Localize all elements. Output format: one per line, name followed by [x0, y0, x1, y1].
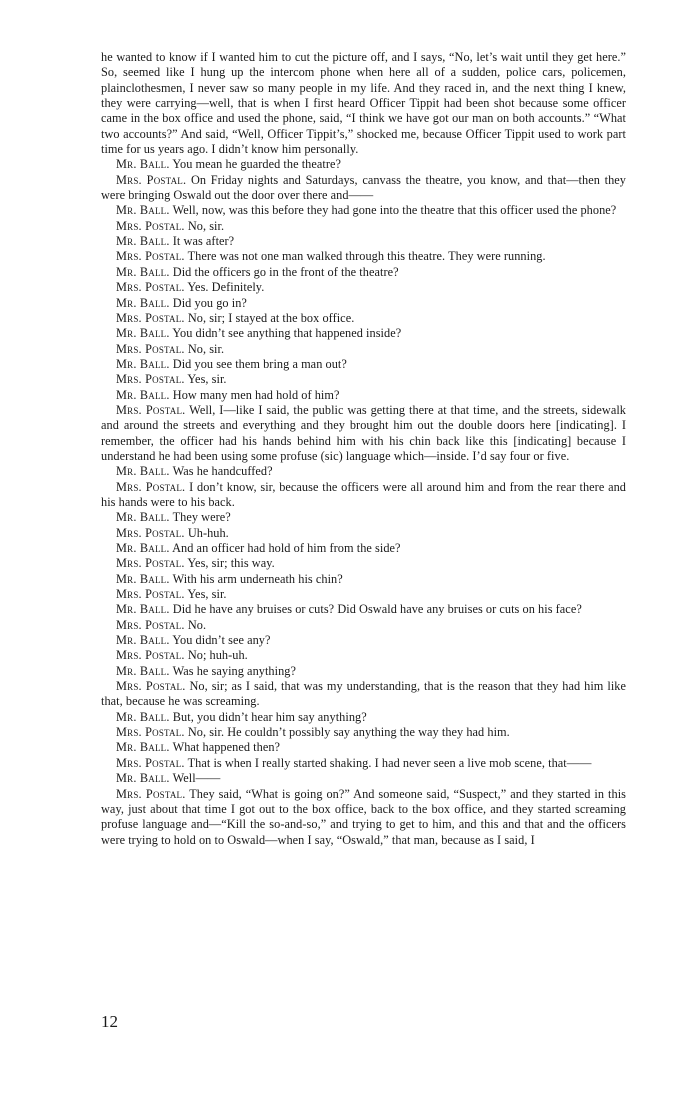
page-number: 12 — [101, 1012, 118, 1031]
speaker-label: Mrs. Postal. — [116, 648, 185, 663]
testimony-paragraph — [101, 740, 626, 755]
speaker-label: Mrs. Postal. — [116, 679, 186, 694]
speaker-label: Mrs. Postal. — [116, 479, 186, 494]
testimony-paragraph — [101, 265, 626, 280]
speaker-statement: What happened then? — [172, 740, 281, 755]
speaker-label: Mrs. Postal. — [116, 556, 185, 571]
testimony-paragraph — [101, 173, 626, 204]
testimony-text — [101, 50, 626, 848]
speaker-label: Mr. Ball. — [116, 203, 170, 218]
testimony-paragraph — [101, 464, 626, 479]
testimony-paragraph — [101, 157, 626, 172]
testimony-paragraph — [101, 587, 626, 602]
speaker-statement: Yes, sir. — [187, 587, 227, 602]
speaker-label: Mrs. Postal. — [116, 249, 185, 264]
speaker-statement: Did you go in? — [172, 295, 247, 310]
testimony-paragraph — [101, 280, 626, 295]
speaker-label: Mr. Ball. — [116, 663, 170, 678]
testimony-paragraph — [101, 756, 626, 771]
testimony-paragraph — [101, 342, 626, 357]
speaker-label: Mr. Ball. — [116, 771, 170, 786]
speaker-statement: Well, I—like I said, the public was getting there at that time, and the streets, sidewalk and around the streets and everything and they brought him out the double doors here [indicating]. I remember, the officer had his hands behind him with his chin back like this [indicating] because I understand he had been using some profuse (sic) language which—inside. I’d say four or five. — [101, 402, 626, 463]
speaker-label: Mrs. Postal. — [116, 341, 185, 356]
speaker-statement: Well, now, was this before they had gone into the theatre that this officer used the phone? — [172, 203, 617, 218]
testimony-paragraph — [101, 526, 626, 541]
speaker-label: Mrs. Postal. — [116, 310, 185, 325]
speaker-statement: Yes, sir; this way. — [187, 556, 275, 571]
speaker-label: Mr. Ball. — [116, 387, 170, 402]
speaker-label: Mr. Ball. — [116, 234, 170, 249]
speaker-label: Mr. Ball. — [116, 709, 170, 724]
speaker-label: Mr. Ball. — [116, 295, 170, 310]
speaker-statement: They were? — [172, 510, 231, 525]
testimony-paragraph — [101, 572, 626, 587]
speaker-label: Mrs. Postal. — [116, 172, 187, 187]
speaker-statement: No, sir. — [187, 218, 225, 233]
speaker-statement: No; huh-uh. — [187, 648, 248, 663]
speaker-label: Mrs. Postal. — [116, 372, 185, 387]
speaker-label: Mrs. Postal. — [116, 617, 185, 632]
testimony-paragraph — [101, 296, 626, 311]
speaker-label: Mr. Ball. — [116, 264, 170, 279]
testimony-paragraph — [101, 357, 626, 372]
testimony-paragraph — [101, 771, 626, 786]
testimony-paragraph — [101, 249, 626, 264]
speaker-label: Mrs. Postal. — [116, 280, 185, 295]
testimony-paragraph — [101, 219, 626, 234]
speaker-statement: How many men had hold of him? — [172, 387, 340, 402]
speaker-statement: Was he saying anything? — [172, 663, 297, 678]
speaker-label: Mr. Ball. — [116, 326, 170, 341]
testimony-paragraph — [101, 203, 626, 218]
speaker-statement: With his arm underneath his chin? — [172, 571, 343, 586]
speaker-label: Mrs. Postal. — [116, 725, 185, 740]
speaker-label: Mrs. Postal. — [116, 218, 185, 233]
testimony-paragraph — [101, 510, 626, 525]
speaker-statement: There was not one man walked through this theatre. They were running. — [187, 249, 546, 264]
testimony-paragraph — [101, 618, 626, 633]
testimony-paragraph — [101, 602, 626, 617]
speaker-label: Mr. Ball. — [116, 541, 170, 555]
speaker-label: Mr. Ball. — [116, 464, 170, 479]
speaker-statement: Did he have any bruises or cuts? Did Oswald have any bruises or cuts on his face? — [172, 602, 582, 617]
testimony-paragraph — [101, 633, 626, 648]
testimony-paragraph — [101, 403, 626, 464]
testimony-paragraph — [101, 311, 626, 326]
speaker-label: Mr. Ball. — [116, 356, 170, 371]
speaker-label: Mrs. Postal. — [116, 587, 185, 602]
testimony-paragraph — [101, 541, 626, 556]
speaker-label: Mrs. Postal. — [116, 755, 185, 770]
testimony-paragraph — [101, 388, 626, 403]
speaker-statement: That is when I really started shaking. I had never seen a live mob scene, that—— — [187, 755, 592, 770]
speaker-statement: Did the officers go in the front of the theatre? — [172, 264, 399, 279]
testimony-paragraph — [101, 372, 626, 387]
testimony-paragraph — [101, 556, 626, 571]
speaker-statement: It was after? — [172, 234, 235, 249]
testimony-paragraph — [101, 679, 626, 710]
speaker-label: Mr. Ball. — [116, 571, 170, 586]
speaker-statement: And an officer had hold of him from the side? — [172, 541, 401, 555]
testimony-paragraph — [101, 725, 626, 740]
testimony-exchanges — [101, 157, 626, 847]
speaker-statement: You mean he guarded the theatre? — [172, 157, 342, 172]
speaker-statement: You didn’t see any? — [172, 633, 271, 648]
testimony-paragraph — [101, 648, 626, 663]
speaker-statement: No, sir; as I said, that was my understanding, that is the reason that they had him like that, because he was screaming. — [101, 679, 626, 709]
testimony-paragraph — [101, 234, 626, 249]
speaker-label: Mr. Ball. — [116, 602, 170, 617]
opening-paragraph: he wanted to know if I wanted him to cut the picture off, and I says, “No, let’s wait until they get here.” So, seemed like I hung up the intercom phone when here all of a sudden, police cars, policemen, plainclothesmen, I never saw so many people in my life. And they raced in, and the next thing I knew, they were carrying—well, that is when I first heard Officer Tippit had been shot because some officer came in the box office and used the phone, said, “I think we have got our man on both accounts.” “What two accounts?” And said, “Well, Officer Tippit’s,” shocked me, because Officer Tippit used to work part time for us years ago. I didn’t know him personally. — [101, 50, 626, 157]
speaker-statement: No, sir. — [187, 341, 225, 356]
speaker-label: Mrs. Postal. — [116, 525, 185, 540]
speaker-statement: Was he handcuffed? — [172, 464, 273, 479]
speaker-statement: Yes. Definitely. — [187, 280, 265, 295]
speaker-statement: You didn’t see anything that happened inside? — [172, 326, 402, 341]
speaker-statement: Yes, sir. — [187, 372, 227, 387]
testimony-paragraph — [101, 710, 626, 725]
speaker-label: Mr. Ball. — [116, 510, 170, 525]
speaker-statement: No, sir; I stayed at the box office. — [187, 310, 355, 325]
speaker-label: Mrs. Postal. — [116, 402, 186, 417]
speaker-statement: No, sir. He couldn’t possibly say anything the way they had him. — [187, 725, 510, 740]
speaker-label: Mr. Ball. — [116, 633, 170, 648]
speaker-statement: On Friday nights and Saturdays, canvass the theatre, you know, and that—then they were bringing Oswald out the door over there and—— — [101, 172, 626, 203]
speaker-statement: Uh-huh. — [187, 525, 229, 540]
speaker-statement: Well—— — [172, 771, 221, 786]
testimony-paragraph — [101, 326, 626, 341]
speaker-statement: Did you see them bring a man out? — [172, 356, 347, 371]
speaker-label: Mrs. Postal. — [116, 786, 186, 801]
speaker-statement: I don’t know, sir, because the officers were all around him and from the rear there and his hands were to his back. — [101, 479, 626, 509]
speaker-statement: They said, “What is going on?” And someone said, “Suspect,” and they started in this way, just about that time I got out to the box office, back to the box office, and they started screaming profuse language and—“Kill the so-and-so,” and trying to get to him, and this and that and the officers were trying to hold on to Oswald—when I say, “Oswald,” that man, because as I said, I — [101, 786, 627, 847]
speaker-label: Mr. Ball. — [116, 740, 170, 755]
speaker-statement: No. — [187, 617, 207, 632]
testimony-paragraph — [101, 480, 626, 511]
speaker-label: Mr. Ball. — [116, 157, 170, 172]
speaker-statement: But, you didn’t hear him say anything? — [172, 709, 367, 724]
testimony-paragraph — [101, 787, 626, 848]
testimony-paragraph — [101, 664, 626, 679]
